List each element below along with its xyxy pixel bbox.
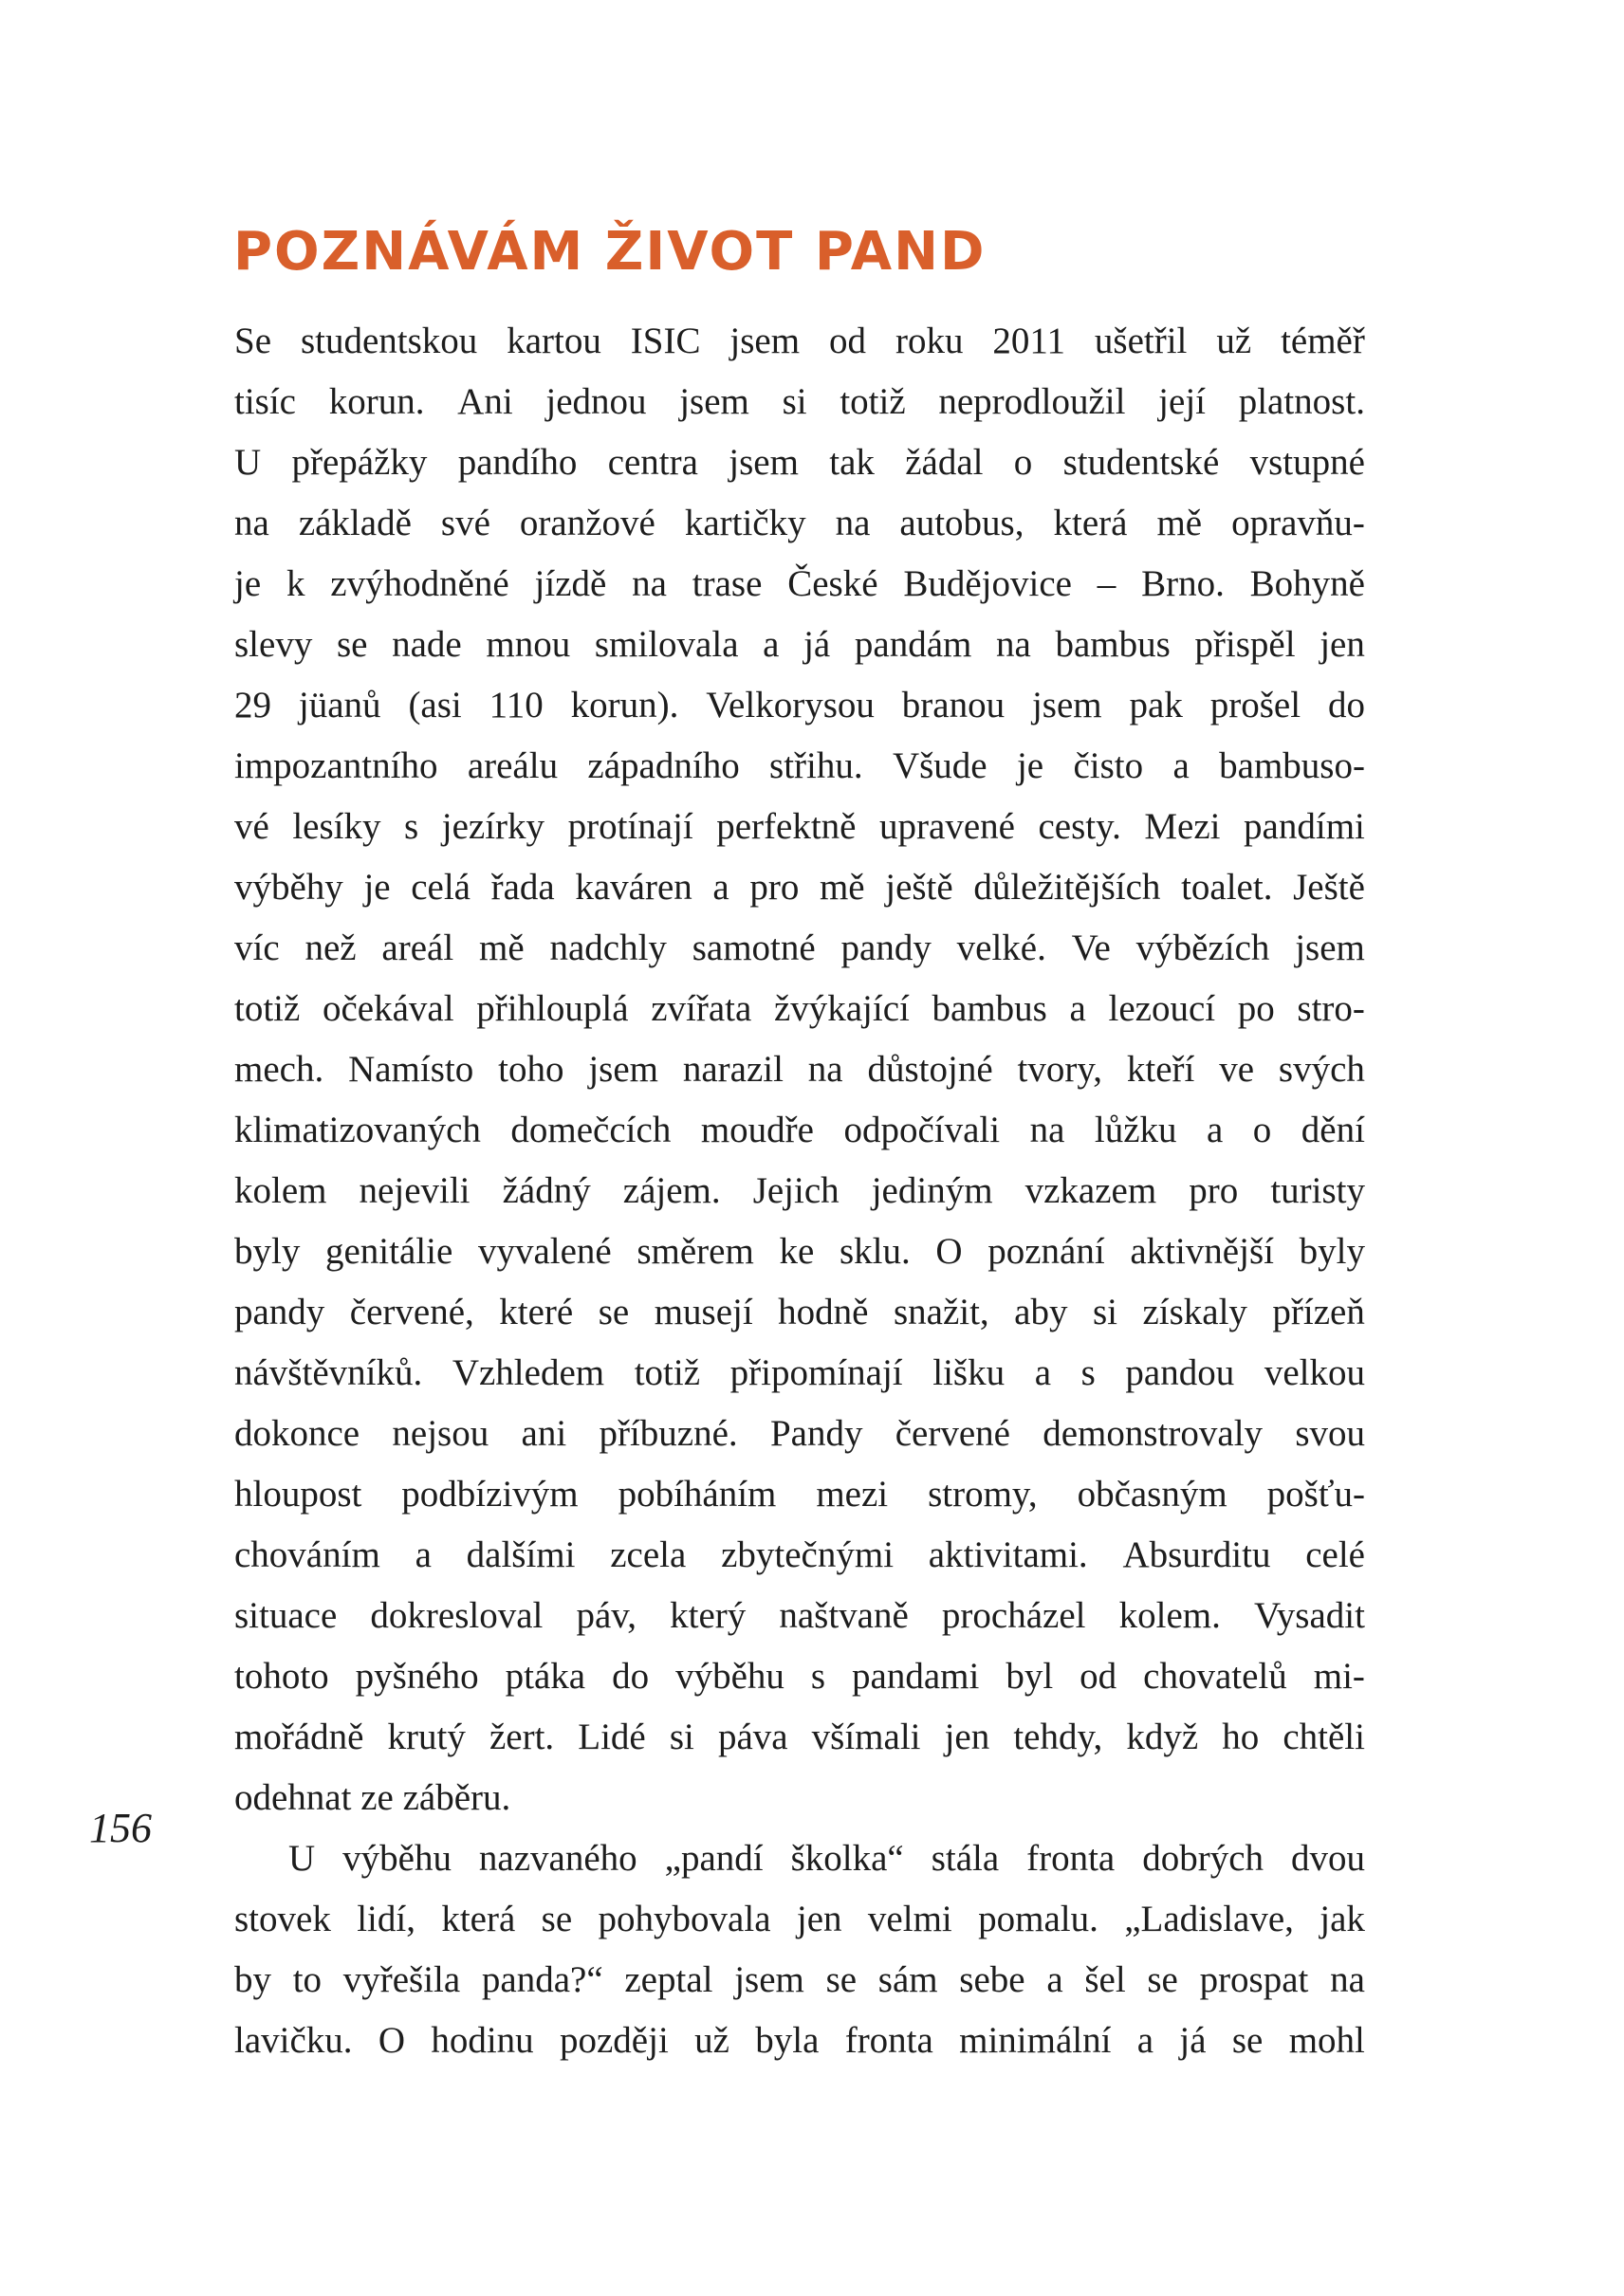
text-line: hloupost podbízivým pobíháním mezi stromy, občasným pošťu- bbox=[234, 1474, 1365, 1515]
text-line: tohoto pyšného ptáka do výběhu s pandami byl od chovatelů mi- bbox=[234, 1656, 1365, 1697]
page-number: 156 bbox=[89, 1805, 152, 1851]
text-line: výběhy je celá řada kaváren a pro mě ještě důležitějších toalet. Ještě bbox=[234, 867, 1365, 908]
text-line: totiž očekával přihlouplá zvířata žvýkající bambus a lezoucí po stro- bbox=[234, 988, 1365, 1029]
text-line: lavičku. O hodinu později už byla fronta minimální a já se mohl bbox=[234, 2020, 1365, 2061]
text-line: 29 jüanů (asi 110 korun). Velkorysou branou jsem pak prošel do bbox=[234, 685, 1365, 726]
text-line: by to vyřešila panda?“ zeptal jsem se sám sebe a šel se prospat na bbox=[234, 1959, 1365, 2000]
chapter-title: POZNÁVÁM ŽIVOT PAND bbox=[233, 221, 987, 283]
text-line: mořádně krutý žert. Lidé si páva všímali jen tehdy, když ho chtěli bbox=[234, 1717, 1365, 1757]
text-line: mech. Namísto toho jsem narazil na důstojné tvory, kteří ve svých bbox=[234, 1049, 1365, 1090]
text-line: stovek lidí, která se pohybovala jen velmi pomalu. „Ladislave, jak bbox=[234, 1899, 1365, 1939]
text-line: situace dokresloval páv, který naštvaně procházel kolem. Vysadit bbox=[234, 1595, 1365, 1636]
body-text bbox=[234, 311, 1365, 2071]
text-line: klimatizovaných domečcích moudře odpočívali na lůžku a o dění bbox=[234, 1110, 1365, 1150]
text-line: U výběhu nazvaného „pandí školka“ stála fronta dobrých dvou bbox=[288, 1838, 1365, 1879]
text-line: slevy se nade mnou smilovala a já pandám na bambus přispěl jen bbox=[234, 624, 1365, 665]
text-line: impozantního areálu západního střihu. Všude je čisto a bambuso- bbox=[234, 745, 1365, 786]
paragraph bbox=[234, 311, 1365, 1828]
text-line: kolem nejevili žádný zájem. Jejich jediným vzkazem pro turisty bbox=[234, 1170, 1365, 1211]
paragraph bbox=[234, 1828, 1365, 2071]
text-line: chováním a dalšími zcela zbytečnými aktivitami. Absurditu celé bbox=[234, 1534, 1365, 1575]
text-line: byly genitálie vyvalené směrem ke sklu. O poznání aktivnější byly bbox=[234, 1231, 1365, 1272]
text-line: na základě své oranžové kartičky na autobus, která mě opravňu- bbox=[234, 503, 1365, 543]
text-line: je k zvýhodněné jízdě na trase České Budějovice – Brno. Bohyně bbox=[234, 563, 1365, 604]
text-line: vé lesíky s jezírky protínají perfektně upravené cesty. Mezi pandími bbox=[234, 806, 1365, 847]
text-line: odehnat ze záběru. bbox=[234, 1777, 511, 1818]
text-line: dokonce nejsou ani příbuzné. Pandy červené demonstrovaly svou bbox=[234, 1413, 1365, 1454]
text-line: Se studentskou kartou ISIC jsem od roku 2011 ušetřil už téměř bbox=[234, 321, 1365, 361]
text-line: víc než areál mě nadchly samotné pandy velké. Ve výbězích jsem bbox=[234, 928, 1365, 968]
text-line: pandy červené, které se musejí hodně snažit, aby si získaly přízeň bbox=[234, 1292, 1365, 1332]
text-line: návštěvníků. Vzhledem totiž připomínají lišku a s pandou velkou bbox=[234, 1352, 1365, 1393]
text-line: U přepážky pandího centra jsem tak žádal o studentské vstupné bbox=[234, 442, 1365, 483]
text-line: tisíc korun. Ani jednou jsem si totiž neprodloužil její platnost. bbox=[234, 381, 1365, 422]
